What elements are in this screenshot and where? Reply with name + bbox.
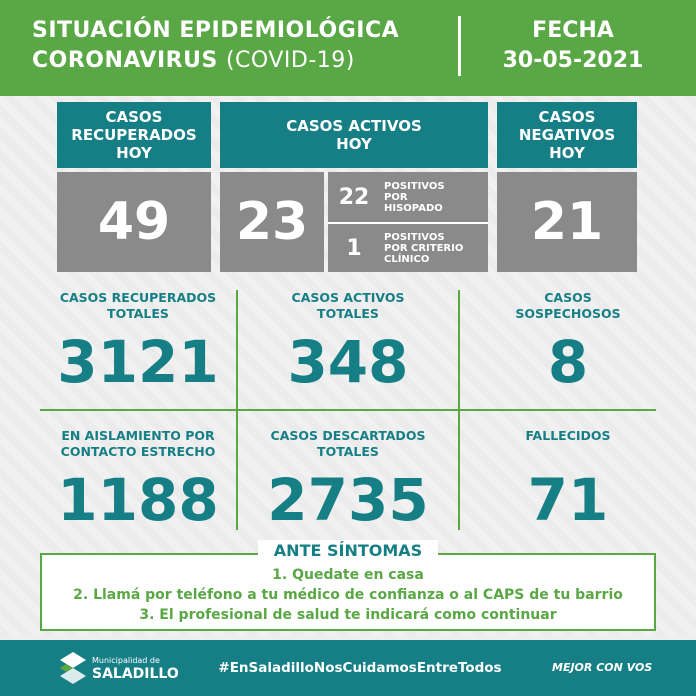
label-line: HOY	[116, 144, 152, 162]
symptom-step-2: 2. Llamá por teléfono a tu médico de confianza o al CAPS de tu barrio	[73, 587, 623, 603]
footer-slogan: MEJOR CON VOS	[552, 661, 653, 674]
label-line: NEGATIVOS	[518, 126, 616, 144]
recovered-today-label	[57, 102, 211, 168]
clinical-count: 1	[346, 235, 362, 261]
deceased-value: 71	[527, 466, 609, 534]
label-line: CASOS ACTIVOS	[286, 117, 422, 135]
discarded-value: 2735	[267, 466, 429, 534]
recovered-total-value: 3121	[57, 328, 219, 396]
label-line: RECUPERADOS	[71, 126, 197, 144]
date-value: 30-05-2021	[502, 48, 644, 73]
label-line: CONTACTO ESTRECHO	[60, 444, 216, 459]
header-divider	[458, 16, 461, 76]
recovered-today-value: 49	[97, 192, 171, 252]
municipality-logo-icon	[60, 652, 86, 684]
recovered-today-box	[57, 172, 211, 272]
header-banner	[0, 0, 696, 96]
label-line: CASOS ACTIVOS	[291, 290, 405, 305]
swab-count: 22	[338, 184, 370, 210]
label-line: POR CRITERIO	[384, 242, 464, 254]
isolation-label	[40, 428, 236, 460]
label-line: FALLECIDOS	[525, 428, 611, 443]
label-line: SOSPECHOSOS	[515, 306, 621, 321]
symptoms-title: ANTE SÍNTOMAS	[258, 540, 438, 562]
page-title-line1: SITUACIÓN EPIDEMIOLÓGICA	[32, 18, 400, 43]
grid-hline	[40, 409, 656, 411]
label-line: POR	[384, 191, 408, 203]
deceased-label	[460, 428, 676, 444]
active-today-value: 23	[235, 192, 309, 252]
label-line: CASOS	[538, 108, 596, 126]
label-line: TOTALES	[107, 306, 169, 321]
title-coronavirus: CORONAVIRUS	[32, 48, 218, 73]
municipality-prefix: Municipalidad de	[92, 656, 160, 665]
label-line: CASOS	[544, 290, 592, 305]
label-line: CLÍNICO	[384, 253, 430, 265]
label-line: POSITIVOS	[384, 231, 445, 243]
clinical-label	[384, 224, 463, 272]
page-title-line2	[32, 46, 355, 76]
label-line: CASOS RECUPERADOS	[59, 290, 217, 305]
negative-today-label	[497, 102, 637, 168]
discarded-label	[238, 428, 458, 460]
symptom-step-3: 3. El profesional de salud te indicará como continuar	[139, 607, 557, 623]
label-line: TOTALES	[317, 444, 379, 459]
isolation-value: 1188	[57, 466, 219, 534]
active-today-label	[220, 102, 488, 168]
active-total-label	[238, 290, 458, 322]
label-line: HOY	[336, 135, 372, 153]
negative-today-box	[497, 172, 637, 272]
label-line: CASOS DESCARTADOS	[270, 428, 426, 443]
label-line: HISOPADO	[384, 202, 443, 214]
municipality-name: SALADILLO	[92, 666, 179, 682]
active-breakdown-clinical	[328, 224, 488, 272]
active-breakdown-swab	[328, 172, 488, 222]
footer-bar	[0, 640, 696, 696]
title-covid: (COVID-19)	[225, 48, 355, 73]
label-line: TOTALES	[317, 306, 379, 321]
date-label: FECHA	[532, 18, 614, 43]
negative-today-value: 21	[530, 192, 604, 252]
symptom-step-1: 1. Quedate en casa	[272, 567, 424, 583]
suspected-label	[460, 290, 676, 322]
label-line: CASOS	[105, 108, 163, 126]
footer-hashtag: #EnSaladilloNosCuidamosEntreTodos	[218, 660, 502, 676]
label-line: POSITIVOS	[384, 180, 445, 192]
label-line: EN AISLAMIENTO POR	[61, 428, 215, 443]
label-line: HOY	[549, 144, 585, 162]
swab-label	[384, 172, 445, 222]
recovered-total-label	[40, 290, 236, 322]
suspected-value: 8	[547, 328, 589, 396]
active-total-value: 348	[287, 328, 409, 396]
active-today-box	[220, 172, 324, 272]
